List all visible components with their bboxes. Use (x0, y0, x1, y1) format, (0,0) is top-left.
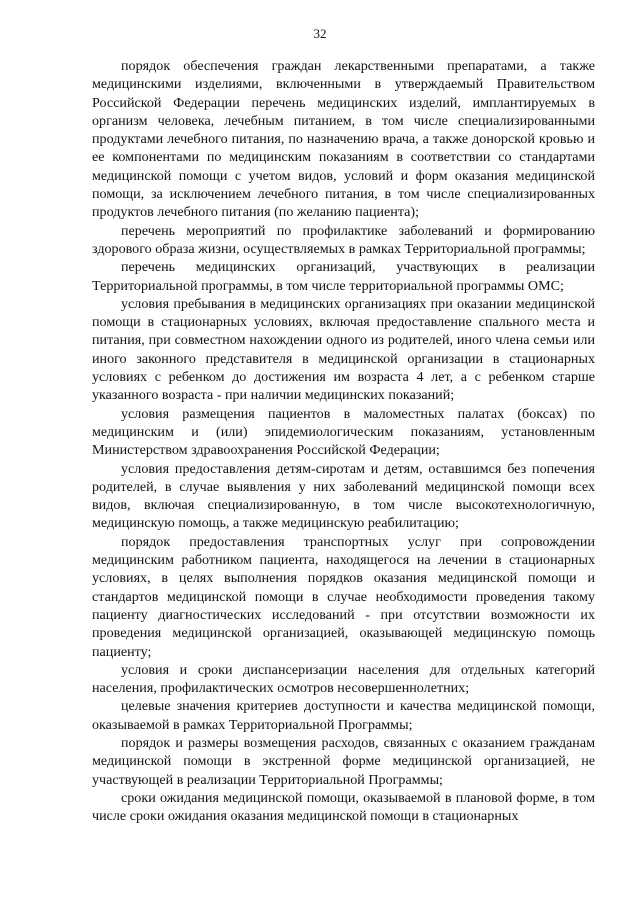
paragraph-small-ward-placement: условия размещения пациентов в маломестных палатах (боксах) по медицинским и (или) эпидемиологическим показаниям, установленным Министерством здравоохранения Российской Федерации; (92, 405, 595, 459)
paragraph-medical-organizations-list: перечень медицинских организаций, участвующих в реализации Территориальной программы, в том числе территориальной программы ОМС; (92, 259, 595, 294)
paragraph-waiting-times: сроки ожидания медицинской помощи, оказываемой в плановой форме, в том числе сроки ожидания оказания медицинской помощи в стационарных (92, 789, 595, 825)
paragraph-drug-provision: порядок обеспечения граждан лекарственными препаратами, а также медицинскими изделиями, включенными в утверждаемый Правительством Российской Федерации перечень медицинских изделий, имплантируемых в организм человека, лечебным питанием, в том числе специализированными продуктами лечебного питания, по назначению врача, а также донорской кровью и ее компонентами по медицинским показаниям в соответствии со стандартами медицинской помощи с учетом видов, условий и форм оказания медицинской помощи, за исключением лечебного питания, в том числе специализированных продуктов лечебного питания (по желанию пациента); (92, 58, 595, 221)
paragraph-orphan-care: условия предоставления детям-сиротам и детям, оставшимся без попечения родителей, в случае выявления у них заболеваний медицинской помощи всех видов, включая специализированную, в том числе высокотехнологичную, медицинскую помощь, а также медицинскую реабилитацию; (92, 460, 595, 532)
paragraph-inpatient-stay-conditions: условия пребывания в медицинских организациях при оказании медицинской помощи в стационарных условиях, включая предоставление спального места и питания, при совместном нахождении одного из родителей, иного члена семьи или иного законного представителя в медицинской организации в стационарных условиях с ребенком до достижения им возраста 4 лет, а с ребенком старше указанного возраста - при наличии медицинских показаний; (92, 295, 595, 404)
paragraph-dispensary-examinations: условия и сроки диспансеризации населения для отдельных категорий населения, профилактических осмотров несовершеннолетних; (92, 661, 595, 697)
paragraph-emergency-reimbursement: порядок и размеры возмещения расходов, связанных с оказанием гражданам медицинской помощи в экстренной форме медицинской организацией, не участвующей в реализации Территориальной Программы; (92, 734, 595, 788)
page-number: 32 (313, 26, 327, 41)
paragraph-transport-services: порядок предоставления транспортных услуг при сопровождении медицинским работником пациента, находящегося на лечении в стационарных условиях, в целях выполнения порядков оказания медицинской помощи и стандартов медицинской помощи в случае необходимости проведения такому пациенту диагностических исследований - при отсутствии возможности их проведения медицинской организацией, оказывающей медицинскую помощь пациенту; (92, 533, 595, 660)
paragraph-quality-criteria: целевые значения критериев доступности и качества медицинской помощи, оказываемой в рамках Территориальной Программы; (92, 698, 595, 733)
document-body (92, 57, 595, 825)
paragraph-disease-prevention: перечень мероприятий по профилактике заболеваний и формированию здорового образа жизни, осуществляемых в рамках Территориальной программы; (92, 222, 595, 257)
